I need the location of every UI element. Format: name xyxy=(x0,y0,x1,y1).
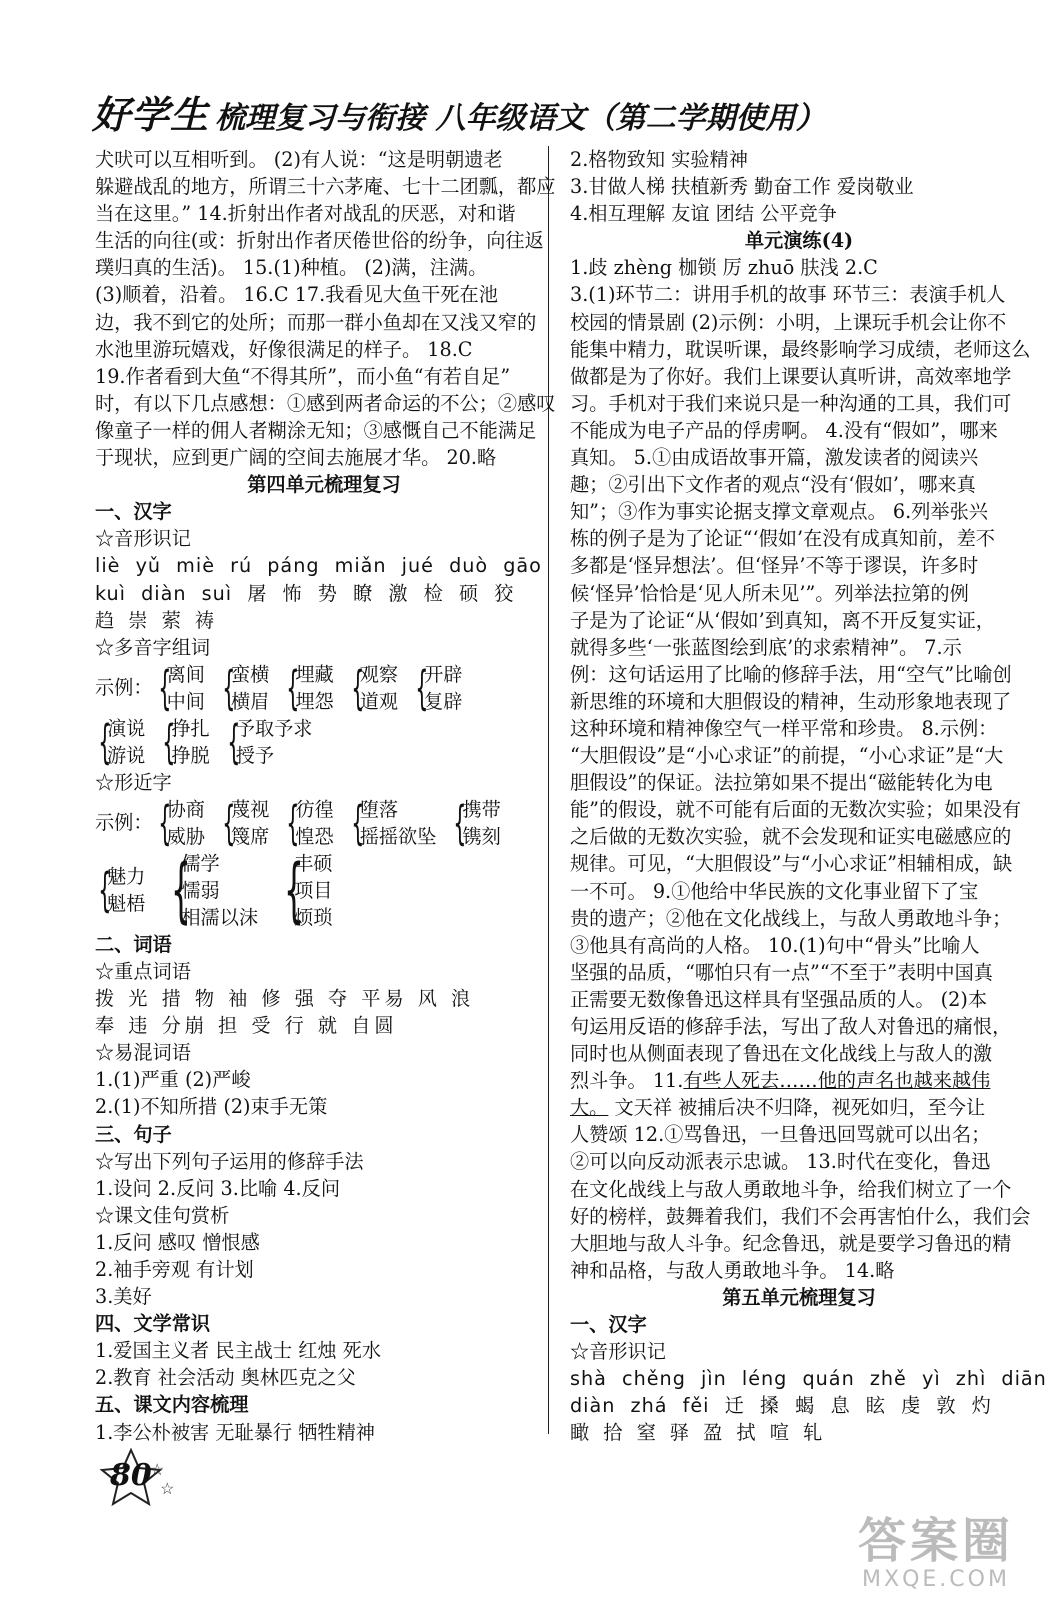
text-line: 19.作者看到大鱼“不得其所”，而小鱼“有若自足” xyxy=(95,364,511,388)
word: 魁梧 xyxy=(107,892,146,916)
decorative-stars-icon: ☆ ☆ xyxy=(150,1460,175,1498)
section-heading: 一、汉字 xyxy=(570,1313,647,1337)
example-label: 示例： xyxy=(95,811,153,835)
subsection-heading: ☆形近字 xyxy=(95,770,172,794)
exercise-title: 单元演练(4) xyxy=(744,229,854,253)
word: 挣脱 xyxy=(171,743,210,767)
text-line: 水池里游玩嬉戏，好像很满足的样子。 18.C xyxy=(95,337,473,361)
brace-icon: { xyxy=(283,849,305,932)
brace-icon: { xyxy=(222,795,236,850)
chars-line: 瞰 拾 窒 驿 盈 拭 喧 轧 xyxy=(570,1421,827,1445)
word: 懦弱 xyxy=(181,878,220,902)
word: 丰硕 xyxy=(294,851,333,875)
text-line: 一不可。 9.①他给中华民族的文化事业留下了宝 xyxy=(570,879,979,903)
brace-icon: { xyxy=(171,849,192,932)
text-line: 这种环境和精神像空气一样平常和珍贵。 8.示例： xyxy=(570,716,998,740)
text-line: 之后做的无数次实验，就不会发现和证实电磁感应的 xyxy=(570,825,1012,849)
brace-icon: { xyxy=(286,660,300,715)
text-line: 多都是‘怪异想法’。但‘怪异’不等于谬误，许多时 xyxy=(570,554,979,578)
underlined-quote: 大。 xyxy=(570,1096,609,1120)
text-line: 1.设问 2.反问 3.比喻 4.反问 xyxy=(95,1176,341,1200)
word: 儒学 xyxy=(181,851,220,875)
brace-icon: { xyxy=(415,660,429,715)
word: 蛮横 xyxy=(230,662,270,686)
word: 埋藏 xyxy=(295,662,334,686)
text-line: 坚强的品质，“哪怕只有一点”“不至于”表明中国真 xyxy=(570,960,993,984)
left-column xyxy=(95,146,556,1446)
text-line: 边，我不到它的处所；而那一群小鱼却在又浅又窄的 xyxy=(95,310,537,334)
word: 篾席 xyxy=(230,824,270,848)
word-pair xyxy=(283,796,333,850)
keywords-line: 奉 违 分崩 担 受 行 就 自圆 xyxy=(95,1014,398,1038)
subsection-heading: ☆重点词语 xyxy=(95,959,191,983)
pinyin-line: kuì diàn suì 屠 怖 势 瞭 激 检 硕 狡 xyxy=(95,581,515,605)
text-line: 栋的例子是为了论证“‘假如’在没有成真知前，差不 xyxy=(570,527,995,551)
text-line: “大胆假设”是“小心求证”的前提，“小心求证”是“大 xyxy=(570,744,1004,768)
section-heading: 五、课文内容梳理 xyxy=(95,1393,249,1417)
word: 予取予求 xyxy=(235,716,313,740)
text-line: 候‘怪异’恰恰是‘见人所未见’”。列举法拉第的例 xyxy=(570,581,969,605)
word: 项目 xyxy=(294,878,333,902)
subsection-heading: ☆课文佳句赏析 xyxy=(95,1203,230,1227)
text-line: 大胆地与敌人斗争。纪念鲁迅，就是要学习鲁迅的精 xyxy=(570,1231,1012,1255)
text-line: 躲避战乱的地方，所谓三十六茅庵、七十二团瓢，都应 xyxy=(95,175,556,199)
subsection-heading: ☆音形识记 xyxy=(95,527,191,551)
text-line: 1.李公朴被害 无耻暴行 牺牲精神 xyxy=(95,1420,375,1444)
text-line: 同时也从侧面表现了鲁迅在文化战线上与敌人的激 xyxy=(570,1042,993,1066)
text-line: 能”的假设，就不可能有后面的无数次实验；如果没有 xyxy=(570,798,1022,822)
word-pair xyxy=(412,661,462,715)
text-line: 知”；③作为事实论据支撑文章观点。 6.列举张兴 xyxy=(570,500,988,524)
word-triple xyxy=(167,850,258,931)
word: 中间 xyxy=(166,689,205,713)
text-line: 趣；②引出下文作者的观点“没有‘假如’，哪来真 xyxy=(570,473,976,497)
word: 协商 xyxy=(166,797,205,821)
text-line: 神和品格，与敌人勇敢地斗争。 14.略 xyxy=(570,1258,895,1282)
text-line: ②可以向反动派表示忠诚。 13.时代在变化，鲁迅 xyxy=(570,1150,991,1174)
word-pair xyxy=(348,661,398,715)
word: 彷徨 xyxy=(295,797,334,821)
keywords-line: 拨 光 措 物 袖 修 强 夺 平易 风 浪 xyxy=(95,987,475,1011)
text-line: 2.格物致知 实验精神 xyxy=(570,148,748,171)
brace-icon: { xyxy=(350,660,365,715)
text-line: 句运用反语的修辞手法，写出了敌人对鲁迅的痛恨， xyxy=(570,1015,1012,1038)
word: 复辟 xyxy=(424,689,463,713)
pinyin-line: shà chěng jìn léng quán zhě yì zhì diān xyxy=(570,1367,1047,1391)
word: 威胁 xyxy=(166,824,205,848)
text-line: 1.爱国主义者 民主战士 红烛 死水 xyxy=(95,1339,382,1363)
book-title: 梳理复习与衔接 八年级语文（第二学期使用） xyxy=(215,101,826,136)
text-line: 例：这句话运用了比喻的修辞手法，用“空气”比喻创 xyxy=(570,662,1012,686)
word-pair xyxy=(95,863,145,917)
word: 烦琐 xyxy=(294,905,333,929)
watermark xyxy=(836,1515,1036,1592)
text-line: 胆假设”的保证。法拉第如果不提出“磁能转化为电 xyxy=(570,771,993,795)
word-pair xyxy=(159,715,209,769)
watermark-url: MXQE.COM xyxy=(862,1567,1010,1592)
word-pair xyxy=(450,796,500,850)
duoyin-row xyxy=(95,715,553,769)
word: 授予 xyxy=(235,743,275,767)
text-line: 在文化战线上与敌人勇敢地斗争，给我们树立了一个 xyxy=(570,1177,1012,1201)
word: 蔑视 xyxy=(230,797,270,821)
text-line: 璞归真的生活)。 15.(1)种植。 (2)满，注满。 xyxy=(95,256,488,280)
page-number-text: 80 xyxy=(110,1458,152,1493)
page-header xyxy=(92,84,992,144)
section-heading: 二、词语 xyxy=(95,932,172,956)
text-line: 当在这里。” 14.折射出作者对战乱的厌恶，对和谐 xyxy=(95,202,516,226)
text-line: 3.美好 xyxy=(95,1285,152,1309)
word: 横眉 xyxy=(230,689,270,713)
text-line: 做都是为了你好。我们上课要认真听讲，高效率地学 xyxy=(570,364,1012,388)
word: 镌刻 xyxy=(462,824,501,848)
brace-icon: { xyxy=(453,795,467,850)
word: 开辟 xyxy=(424,662,463,686)
text-line: ③他具有高尚的人格。 10.(1)句中“骨头”比喻人 xyxy=(570,933,980,957)
text-fragment: 文天祥 被捕后决不归降，视死如归，至今让 xyxy=(608,1096,986,1120)
unit4-title: 第四单元梳理复习 xyxy=(247,473,401,497)
word-triple xyxy=(280,850,332,931)
section-heading: 三、句子 xyxy=(95,1122,172,1146)
brace-icon: { xyxy=(222,660,236,715)
text-line xyxy=(570,1067,1028,1094)
brace-icon: { xyxy=(162,714,176,769)
word: 演说 xyxy=(107,716,146,740)
text-line: 2.袖手旁观 有计划 xyxy=(95,1258,254,1281)
word: 摇摇欲坠 xyxy=(359,824,437,848)
word: 堕落 xyxy=(359,797,399,821)
text-line: 生活的向往(或：折射出作者厌倦世俗的纷争，向往返 xyxy=(95,229,544,253)
watermark-logo: 答案圈 xyxy=(857,1513,1014,1569)
text-line: (3)顺着，沿着。 16.C 17.我看见大鱼干死在池 xyxy=(95,283,498,307)
brace-icon: { xyxy=(98,714,112,769)
text-line: 真知。 5.①由成语故事开篇，激发读者的阅读兴 xyxy=(570,446,979,470)
subsection-heading: ☆音形识记 xyxy=(570,1340,666,1364)
word-pair xyxy=(155,661,205,715)
word-pair xyxy=(224,715,313,769)
text-line: 就得多些‘一张蓝图绘到底’的求索精神”。 7.示 xyxy=(570,635,962,659)
text-line: 正需要无数像鲁迅这样具有坚强品质的人。 (2)本 xyxy=(570,987,988,1011)
text-line: 2.教育 社会活动 奥林匹克之父 xyxy=(95,1366,356,1390)
word: 观察 xyxy=(359,662,399,686)
text-line: 2.(1)不知所措 (2)束手无策 xyxy=(95,1095,328,1119)
text-line: 规律。可见，“大胆假设”与“小心求证”相辅相成，缺 xyxy=(570,852,1013,876)
word-pair xyxy=(283,661,333,715)
xingjin-row xyxy=(95,796,553,850)
text-line: 于现状，应到更广阔的空间去施展才华。 20.略 xyxy=(95,446,497,470)
subsection-heading: ☆易混词语 xyxy=(95,1041,191,1065)
word: 惶恐 xyxy=(295,824,334,848)
unit5-title: 第五单元梳理复习 xyxy=(722,1285,876,1309)
word: 相濡以沫 xyxy=(181,905,259,929)
word-pair xyxy=(219,796,269,850)
text-line xyxy=(570,1094,1028,1121)
subsection-heading: ☆写出下列句子运用的修辞手法 xyxy=(95,1149,364,1173)
duoyin-row xyxy=(95,661,553,715)
text-line: 时，有以下几点感想：①感到两者命运的不公；②感叹 xyxy=(95,391,556,415)
text-line: 犬吠可以互相听到。 (2)有人说：“这是明朝遗老 xyxy=(95,148,503,171)
word-pair xyxy=(155,796,205,850)
brace-icon: { xyxy=(157,660,172,715)
xingjin-row xyxy=(95,850,553,931)
brace-icon: { xyxy=(227,714,241,769)
brace-icon: { xyxy=(286,795,300,850)
word-pair xyxy=(348,796,437,850)
chars-line: 趋 崇 萦 祷 xyxy=(95,608,219,632)
word: 道观 xyxy=(359,689,399,713)
section-heading: 一、汉字 xyxy=(95,500,172,524)
text-line: 3.甘做人梯 扶植新秀 勤奋工作 爱岗敬业 xyxy=(570,175,914,199)
text-line: 1.反问 感叹 憎恨感 xyxy=(95,1230,260,1254)
text-line: 1.歧 zhèng 枷锁 厉 zhuō 肤浅 2.C xyxy=(570,256,878,280)
text-line: 校园的情景剧 (2)示例：小明，上课玩手机会让你不 xyxy=(570,310,1007,334)
word: 携带 xyxy=(462,797,501,821)
text-line: 好的榜样，鼓舞着我们，我们不会再害怕什么，我们会 xyxy=(570,1204,1031,1228)
text-line: 贵的遗产；②他在文化战线上，与敌人勇敢地斗争； xyxy=(570,906,1012,930)
brace-icon: { xyxy=(98,863,112,918)
pinyin-line: diàn zhá fěi 迁 搡 蝎 息 眩 虔 敦 灼 xyxy=(570,1394,992,1418)
word: 游说 xyxy=(107,743,146,767)
text-line: 习。手机对于我们来说只是一种沟通的工具，我们可 xyxy=(570,391,1012,415)
word-pair xyxy=(219,661,269,715)
right-column xyxy=(570,146,1047,1447)
section-heading: 四、文学常识 xyxy=(95,1312,211,1336)
text-line: 像童子一样的佣人者糊涂无知；③感慨自己不能满足 xyxy=(95,418,537,442)
word: 离间 xyxy=(166,662,205,686)
text-fragment: 烈斗争。 11. xyxy=(570,1069,684,1093)
text-line: 3.(1)环节二：讲用手机的故事 环节三：表演手机人 xyxy=(570,283,1006,307)
text-line: 不能成为电子产品的俘虏啊。 4.没有“假如”，哪来 xyxy=(570,418,998,442)
text-line: 1.(1)严重 (2)严峻 xyxy=(95,1068,251,1092)
text-line: 能集中精力，耽误听课，最终影响学习成绩，老师这么 xyxy=(570,337,1031,361)
word: 埋怨 xyxy=(295,689,334,713)
brand-logo: 好学生 xyxy=(92,92,210,137)
word: 魅力 xyxy=(107,865,146,889)
pinyin-line: liè yǔ miè rú páng miǎn jué duò gāo xyxy=(95,554,542,578)
brace-icon: { xyxy=(350,795,365,850)
brace-icon: { xyxy=(157,795,172,850)
example-label: 示例： xyxy=(95,676,153,700)
word-pair xyxy=(95,715,145,769)
word: 挣扎 xyxy=(171,716,210,740)
underlined-quote: 有些人死去……他的声名也越来越伟 xyxy=(683,1069,991,1093)
text-line: 新思维的环境和大胆假设的精神，生动形象地表现了 xyxy=(570,689,1012,713)
text-line: 4.相互理解 友谊 团结 公平竞争 xyxy=(570,202,837,226)
text-line: 人赞颂 12.①骂鲁迅，一旦鲁迅回骂就可以出名； xyxy=(570,1123,991,1147)
subsection-heading: ☆多音字组词 xyxy=(95,635,211,659)
text-line: 子是为了论证“从‘假如’到真知，离不开反复实证， xyxy=(570,608,995,632)
